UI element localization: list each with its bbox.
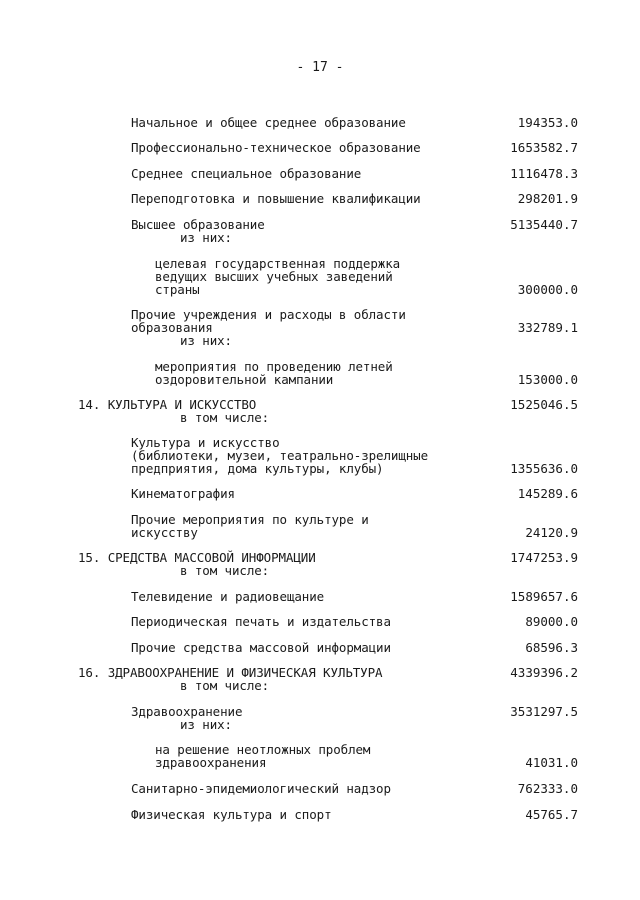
section-heading: 14. КУЛЬТУРА И ИСКУССТВО bbox=[78, 397, 257, 412]
section-heading: 15. СРЕДСТВА МАССОВОЙ ИНФОРМАЦИИ bbox=[78, 550, 316, 565]
row-label: Физическая культура и спорт bbox=[131, 807, 332, 822]
row-label: на решение неотложных проблем здравоохранения bbox=[155, 742, 371, 770]
row-value: 68596.3 bbox=[525, 640, 578, 655]
row-label: Прочие средства массовой информации bbox=[131, 640, 391, 655]
row-label: Профессионально-техническое образование bbox=[131, 140, 421, 155]
sub-heading: из них: bbox=[180, 230, 232, 245]
row-label: Прочие мероприятия по культуре и искусству bbox=[131, 512, 369, 540]
row-value: 1747253.9 bbox=[510, 550, 578, 565]
row-label: мероприятия по проведению летней оздоровительной кампании bbox=[155, 359, 393, 387]
sub-heading: в том числе: bbox=[180, 678, 270, 693]
row-value: 332789.1 bbox=[517, 320, 578, 335]
row-value: 4339396.2 bbox=[510, 665, 578, 680]
row-value: 41031.0 bbox=[525, 755, 578, 770]
row-value: 1589657.6 bbox=[510, 589, 578, 604]
sub-heading: в том числе: bbox=[180, 563, 270, 578]
row-label: Среднее специальное образование bbox=[131, 166, 362, 181]
row-value: 1355636.0 bbox=[510, 461, 578, 476]
row-value: 153000.0 bbox=[517, 372, 578, 387]
row-value: 1525046.5 bbox=[510, 397, 578, 412]
row-label: Санитарно-эпидемиологический надзор bbox=[131, 781, 391, 796]
row-value: 45765.7 bbox=[525, 807, 578, 822]
row-value: 194353.0 bbox=[517, 115, 578, 130]
row-value: 24120.9 bbox=[525, 525, 578, 540]
row-label: Прочие учреждения и расходы в области образования bbox=[131, 307, 406, 335]
row-value: 300000.0 bbox=[517, 282, 578, 297]
row-value: 145289.6 bbox=[517, 486, 578, 501]
row-value: 89000.0 bbox=[525, 614, 578, 629]
row-value: 762333.0 bbox=[517, 781, 578, 796]
row-label: Кинематография bbox=[131, 486, 235, 501]
row-label: Культура и искусство (библиотеки, музеи, театрально-зрелищные предприятия, дома культуры, клубы) bbox=[131, 435, 429, 476]
sub-heading: из них: bbox=[180, 717, 232, 732]
row-label: Телевидение и радиовещание bbox=[131, 589, 325, 604]
row-value: 298201.9 bbox=[517, 191, 578, 206]
row-value: 5135440.7 bbox=[510, 217, 578, 232]
page-number: - 17 - bbox=[296, 60, 344, 75]
row-label: целевая государственная поддержка ведущих высших учебных заведений страны bbox=[155, 256, 401, 297]
row-value: 1116478.3 bbox=[510, 166, 578, 181]
row-value: 3531297.5 bbox=[510, 704, 578, 719]
row-label: Здравоохранение bbox=[131, 704, 243, 719]
section-heading: 16. ЗДРАВООХРАНЕНИЕ И ФИЗИЧЕСКАЯ КУЛЬТУРА bbox=[78, 665, 383, 680]
row-label: Переподготовка и повышение квалификации bbox=[131, 191, 421, 206]
row-value: 1653582.7 bbox=[510, 140, 578, 155]
row-label: Высшее образование bbox=[131, 217, 265, 232]
sub-heading: из них: bbox=[180, 333, 232, 348]
sub-heading: в том числе: bbox=[180, 410, 270, 425]
row-label: Начальное и общее среднее образование bbox=[131, 115, 406, 130]
row-label: Периодическая печать и издательства bbox=[131, 614, 391, 629]
